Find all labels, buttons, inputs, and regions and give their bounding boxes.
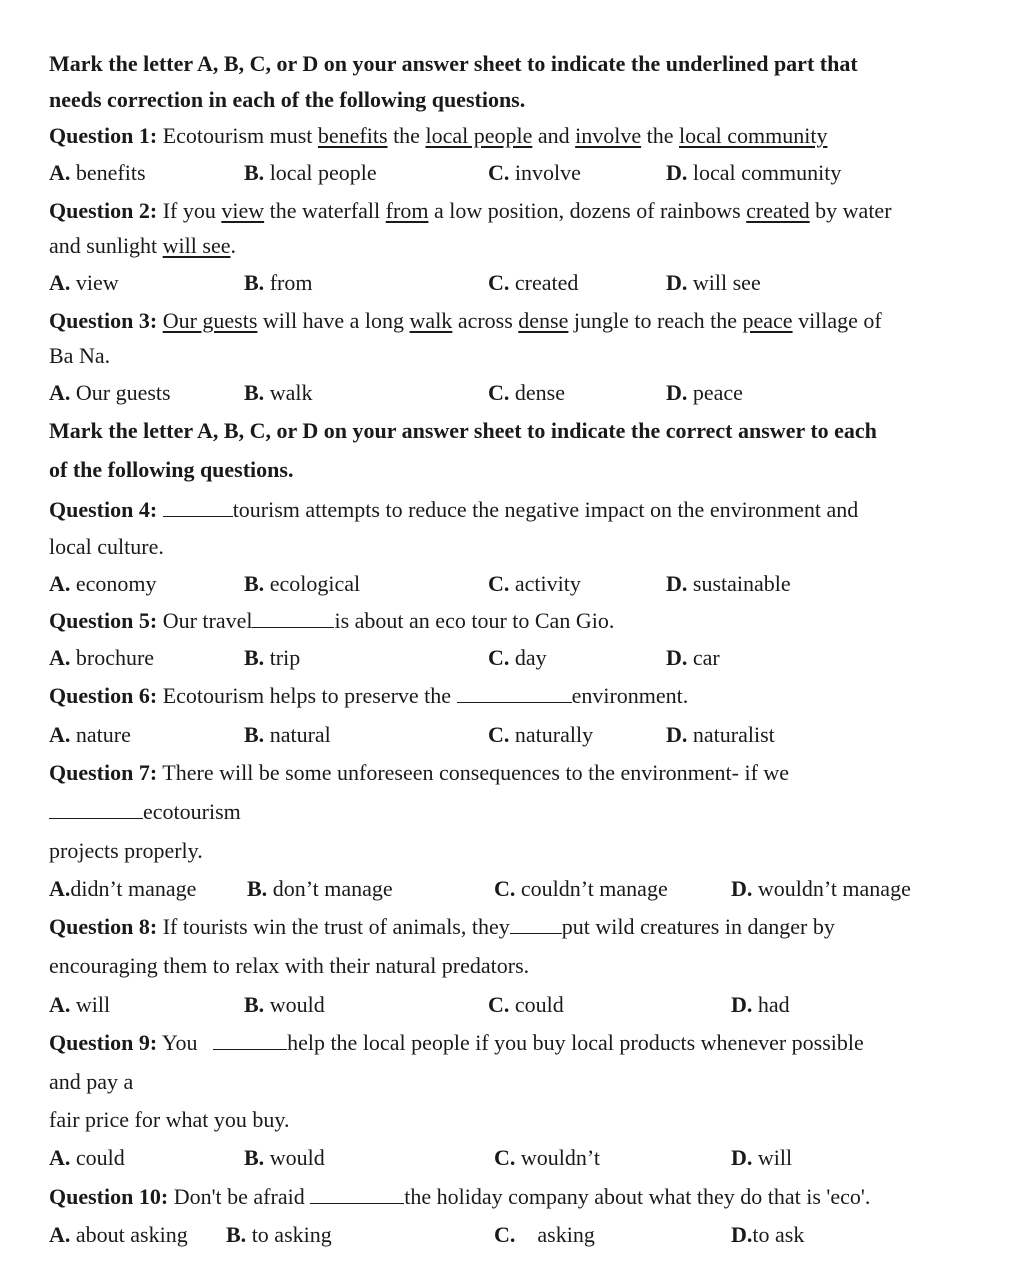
question-6-text — [49, 683, 688, 709]
q7-blank — [49, 800, 143, 819]
q6-text-0: Ecotourism helps to preserve the — [162, 683, 452, 708]
q1-underlined-b: local people — [425, 123, 533, 148]
q2-option-a-letter: A. — [49, 270, 71, 295]
q8-option-a[interactable] — [49, 992, 110, 1018]
q6-option-d[interactable] — [666, 722, 775, 748]
section2-instruction-line1: Mark the letter A, B, C, or D on your answer sheet to indicate the correct answer to each — [49, 418, 877, 443]
q8-option-a-letter: A. — [49, 992, 71, 1017]
question-2-label: Question 2: — [49, 198, 158, 223]
q3-underlined-a: Our guests — [162, 308, 258, 333]
question-4-label: Question 4: — [49, 497, 158, 522]
q5-option-b-text: trip — [269, 645, 301, 670]
q10-option-a-text: about asking — [75, 1222, 188, 1247]
q3-option-b[interactable] — [244, 380, 312, 406]
q6-option-d-text: naturalist — [692, 722, 775, 747]
q1-option-d[interactable] — [666, 160, 841, 186]
q6-option-b-text: natural — [269, 722, 331, 747]
q3-text-3: jungle to reach the — [573, 308, 737, 333]
question-10-text — [49, 1184, 870, 1210]
q9-option-d[interactable] — [731, 1145, 792, 1171]
q6-option-b-letter: B. — [244, 722, 265, 747]
q3-text-1: will have a long — [262, 308, 405, 333]
q1-option-c[interactable] — [488, 160, 581, 186]
q5-option-a-letter: A. — [49, 645, 71, 670]
q10-option-c-letter: C. — [494, 1222, 516, 1247]
q5-option-a[interactable] — [49, 645, 154, 671]
question-1-text — [49, 123, 827, 149]
q8-option-c-text: could — [514, 992, 564, 1017]
q9-option-b-letter: B. — [244, 1145, 265, 1170]
q5-option-b[interactable] — [244, 645, 300, 671]
q7-option-b-letter: B. — [247, 876, 268, 901]
q8-option-d-letter: D. — [731, 992, 753, 1017]
q1-option-a-letter: A. — [49, 160, 71, 185]
q10-blank — [310, 1185, 404, 1204]
q7-text-0: There will be some unforeseen consequences to the environment- if we — [162, 760, 790, 785]
q7-option-d-letter: D. — [731, 876, 753, 901]
q5-option-c-text: day — [514, 645, 547, 670]
q2-option-b[interactable] — [244, 270, 312, 296]
q7-option-b[interactable] — [247, 876, 393, 902]
q4-option-a[interactable] — [49, 571, 157, 597]
q10-option-b-letter: B. — [226, 1222, 247, 1247]
q4-option-b[interactable] — [244, 571, 360, 597]
q7-option-c[interactable] — [494, 876, 668, 902]
q2-option-a[interactable] — [49, 270, 119, 296]
q1-option-a-text: benefits — [75, 160, 146, 185]
question-7-text-cont — [49, 799, 241, 825]
q9-option-a[interactable] — [49, 1145, 125, 1171]
q1-text-2: and — [537, 123, 570, 148]
section1-instruction-line2: needs correction in each of the following questions. — [49, 87, 526, 112]
q2-underlined-d: will see — [162, 233, 231, 258]
q3-option-b-text: walk — [269, 380, 313, 405]
question-7-text-cont2: projects properly. — [49, 838, 203, 863]
question-8-text-cont: encouraging them to relax with their natural predators. — [49, 953, 530, 978]
q7-option-a[interactable] — [49, 876, 196, 902]
q8-blank — [510, 915, 562, 934]
question-8-text — [49, 914, 835, 940]
q4-option-d[interactable] — [666, 571, 791, 597]
q5-option-d-letter: D. — [666, 645, 688, 670]
q3-option-b-letter: B. — [244, 380, 265, 405]
q7-option-a-text: didn’t manage — [70, 876, 197, 901]
q8-option-b-letter: B. — [244, 992, 265, 1017]
q5-blank — [252, 609, 334, 628]
q3-option-d-letter: D. — [666, 380, 688, 405]
q3-underlined-d: peace — [742, 308, 793, 333]
q4-option-a-letter: A. — [49, 571, 71, 596]
q9-option-d-letter: D. — [731, 1145, 753, 1170]
q7-option-a-letter: A. — [49, 876, 71, 901]
q6-option-a-letter: A. — [49, 722, 71, 747]
q1-underlined-a: benefits — [317, 123, 388, 148]
q8-option-d[interactable] — [731, 992, 790, 1018]
q9-text-0: You — [161, 1030, 198, 1055]
q9-option-d-text: will — [757, 1145, 793, 1170]
section1-instruction-line1: Mark the letter A, B, C, or D on your answer sheet to indicate the underlined part that — [49, 51, 858, 76]
q9-option-c[interactable] — [494, 1145, 600, 1171]
q7-text-1: ecotourism — [143, 799, 241, 824]
q8-text-0: If tourists win the trust of animals, they — [162, 914, 510, 939]
q8-text-1: put wild creatures in danger by — [561, 914, 835, 939]
q5-option-c-letter: C. — [488, 645, 510, 670]
q4-option-a-text: economy — [75, 571, 157, 596]
question-5-label: Question 5: — [49, 608, 158, 633]
q3-text-4: village of — [798, 308, 882, 333]
question-9-text-cont: and pay a — [49, 1069, 134, 1094]
q4-option-c-letter: C. — [488, 571, 510, 596]
q3-option-a-letter: A. — [49, 380, 71, 405]
q1-underlined-d: local community — [679, 123, 828, 148]
question-9-label: Question 9: — [49, 1030, 158, 1055]
q2-underlined-c: created — [746, 198, 810, 223]
q2-option-b-letter: B. — [244, 270, 265, 295]
q3-text-2: across — [457, 308, 513, 333]
question-7-label: Question 7: — [49, 760, 158, 785]
q2-text-1: the waterfall — [269, 198, 381, 223]
question-6-label: Question 6: — [49, 683, 158, 708]
q1-option-c-letter: C. — [488, 160, 510, 185]
q5-option-d-text: car — [692, 645, 720, 670]
q7-option-c-text: couldn’t manage — [520, 876, 668, 901]
q6-option-a-text: nature — [75, 722, 131, 747]
question-3-text-cont: Ba Na. — [49, 343, 111, 368]
q6-option-a[interactable] — [49, 722, 131, 748]
q7-option-c-letter: C. — [494, 876, 516, 901]
q3-option-a[interactable] — [49, 380, 171, 406]
q5-option-a-text: brochure — [75, 645, 155, 670]
q2-option-c-text: created — [514, 270, 579, 295]
q6-option-c-text: naturally — [514, 722, 594, 747]
q8-option-c-letter: C. — [488, 992, 510, 1017]
q2-option-d[interactable] — [666, 270, 761, 296]
q1-option-d-letter: D. — [666, 160, 688, 185]
q10-option-a-letter: A. — [49, 1222, 71, 1247]
q1-option-b[interactable] — [244, 160, 377, 186]
q4-text-1: tourism attempts to reduce the negative impact on the environment and — [232, 497, 859, 522]
q10-option-a[interactable] — [49, 1222, 188, 1248]
q8-option-b[interactable] — [244, 992, 325, 1018]
q7-option-d-text: wouldn’t manage — [757, 876, 911, 901]
question-5-text — [49, 608, 614, 634]
q9-blank — [213, 1031, 287, 1050]
question-10-label: Question 10: — [49, 1184, 169, 1209]
q4-option-d-text: sustainable — [692, 571, 791, 596]
q4-option-c[interactable] — [488, 571, 581, 597]
q1-text-0: Ecotourism must — [162, 123, 313, 148]
q4-option-d-letter: D. — [666, 571, 688, 596]
q4-blank — [163, 498, 233, 517]
q3-underlined-c: dense — [518, 308, 569, 333]
question-4-text-cont: local culture. — [49, 534, 164, 559]
question-4-text — [49, 497, 858, 523]
q5-option-b-letter: B. — [244, 645, 265, 670]
q2-text-5: . — [230, 233, 236, 258]
q5-text-0: Our travel — [162, 608, 253, 633]
q4-option-c-text: activity — [514, 571, 581, 596]
q7-option-d[interactable] — [731, 876, 911, 902]
q4-option-b-letter: B. — [244, 571, 265, 596]
q9-option-b[interactable] — [244, 1145, 325, 1171]
q3-option-d-text: peace — [692, 380, 743, 405]
q8-option-c[interactable] — [488, 992, 564, 1018]
q10-option-c[interactable] — [494, 1222, 595, 1248]
q2-option-c-letter: C. — [488, 270, 510, 295]
q1-option-b-letter: B. — [244, 160, 265, 185]
question-9-text — [49, 1030, 864, 1056]
q2-option-b-text: from — [269, 270, 313, 295]
q8-option-a-text: will — [75, 992, 111, 1017]
q9-option-c-text: wouldn’t — [520, 1145, 600, 1170]
q2-option-a-text: view — [75, 270, 119, 295]
question-8-label: Question 8: — [49, 914, 158, 939]
q5-option-d[interactable] — [666, 645, 720, 671]
q1-underlined-c: involve — [575, 123, 642, 148]
q1-option-a[interactable] — [49, 160, 146, 186]
q2-option-c[interactable] — [488, 270, 578, 296]
q9-option-b-text: would — [269, 1145, 325, 1170]
q2-option-d-letter: D. — [666, 270, 688, 295]
q5-text-1: is about an eco tour to Can Gio. — [334, 608, 615, 633]
q1-text-3: the — [646, 123, 674, 148]
question-7-text — [49, 760, 789, 786]
q6-option-d-letter: D. — [666, 722, 688, 747]
q1-option-c-text: involve — [514, 160, 581, 185]
q2-text-0: If you — [162, 198, 216, 223]
q1-option-d-text: local community — [692, 160, 842, 185]
q7-option-b-text: don’t manage — [272, 876, 393, 901]
q3-option-c-text: dense — [514, 380, 565, 405]
q2-underlined-b: from — [385, 198, 429, 223]
q1-text-1: the — [393, 123, 420, 148]
q10-option-d-letter: D. — [731, 1222, 753, 1247]
q2-text-4: and sunlight — [49, 233, 158, 258]
q10-option-d[interactable] — [731, 1222, 804, 1248]
q4-option-b-text: ecological — [269, 571, 361, 596]
q2-underlined-a: view — [221, 198, 265, 223]
q9-option-a-letter: A. — [49, 1145, 71, 1170]
question-2-text-cont — [49, 233, 236, 259]
q9-option-c-letter: C. — [494, 1145, 516, 1170]
q6-blank — [457, 684, 572, 703]
q10-option-c-text: asking — [537, 1222, 595, 1247]
q10-text-1: the holiday company about what they do that is 'eco'. — [404, 1184, 871, 1209]
question-9-text-cont2: fair price for what you buy. — [49, 1107, 290, 1132]
q6-option-b[interactable] — [244, 722, 331, 748]
question-3-text — [49, 308, 882, 334]
q6-text-1: environment. — [571, 683, 689, 708]
q6-option-c[interactable] — [488, 722, 593, 748]
q2-option-d-text: will see — [692, 270, 761, 295]
q9-text-1: help the local people if you buy local products whenever possible — [287, 1030, 864, 1055]
q6-option-c-letter: C. — [488, 722, 510, 747]
question-2-text — [49, 198, 892, 224]
question-1-label: Question 1: — [49, 123, 158, 148]
q9-option-a-text: could — [75, 1145, 125, 1170]
q10-option-b[interactable] — [226, 1222, 332, 1248]
q10-option-b-text: to asking — [251, 1222, 332, 1247]
q3-option-a-text: Our guests — [75, 380, 171, 405]
q5-option-c[interactable] — [488, 645, 547, 671]
q2-text-2: a low position, dozens of rainbows — [433, 198, 741, 223]
q3-underlined-b: walk — [409, 308, 453, 333]
q3-option-c[interactable] — [488, 380, 565, 406]
q8-option-b-text: would — [269, 992, 325, 1017]
q1-option-b-text: local people — [269, 160, 377, 185]
section2-instruction-line2: of the following questions. — [49, 457, 294, 482]
q3-option-c-letter: C. — [488, 380, 510, 405]
q3-option-d[interactable] — [666, 380, 743, 406]
q2-text-3: by water — [815, 198, 892, 223]
q10-option-d-text: to ask — [752, 1222, 805, 1247]
q10-text-0: Don't be afraid — [173, 1184, 305, 1209]
question-3-label: Question 3: — [49, 308, 158, 333]
q8-option-d-text: had — [757, 992, 790, 1017]
